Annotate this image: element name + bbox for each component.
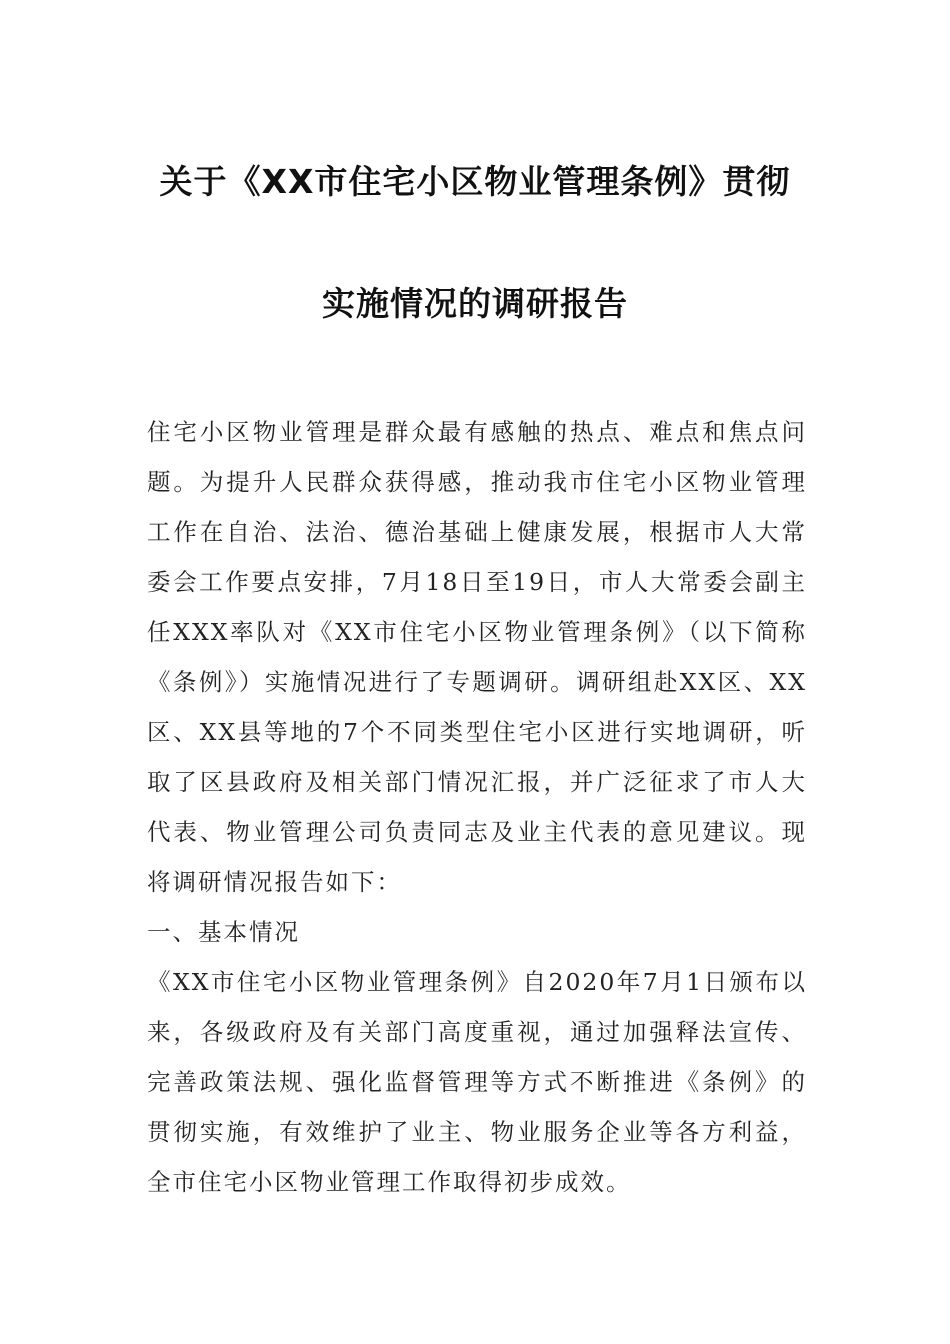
paragraph-line: 任XXX率队对《XX市住宅小区物业管理条例》（以下简称 [147, 618, 807, 646]
document-title-line-2: 实施情况的调研报告 [322, 284, 628, 323]
document-title-line-1: 关于《XX市住宅小区物业管理条例》贯彻 [159, 162, 791, 201]
paragraph-line: 全市住宅小区物业管理工作取得初步成效。 [147, 1168, 632, 1196]
paragraph-line: 委会工作要点安排，7月18日至19日，市人大常委会副主 [147, 568, 807, 596]
paragraph-line: 来，各级政府及有关部门高度重视，通过加强释法宣传、 [147, 1018, 807, 1046]
paragraph-line: 区、XX县等地的7个不同类型住宅小区进行实地调研，听 [147, 718, 807, 746]
paragraph-line: 工作在自治、法治、德治基础上健康发展，根据市人大常 [147, 518, 807, 546]
paragraph-line: 题。为提升人民群众获得感，推动我市住宅小区物业管理 [147, 468, 807, 496]
paragraph-line: 《条例》）实施情况进行了专题调研。调研组赴XX区、XX [147, 668, 807, 696]
paragraph-line: 将调研情况报告如下： [147, 868, 402, 896]
paragraph-line: 住宅小区物业管理是群众最有感触的热点、难点和焦点问 [147, 418, 807, 446]
paragraph-line: 取了区县政府及相关部门情况汇报，并广泛征求了市人大 [147, 768, 807, 796]
paragraph-line: 《XX市住宅小区物业管理条例》自2020年7月1日颁布以 [147, 968, 807, 996]
paragraph-line: 代表、物业管理公司负责同志及业主代表的意见建议。现 [147, 818, 807, 846]
paragraph-line: 完善政策法规、强化监督管理等方式不断推进《条例》的 [147, 1068, 807, 1096]
section-heading-basic-situation: 一、基本情况 [147, 918, 300, 946]
paragraph-line: 贯彻实施，有效维护了业主、物业服务企业等各方利益， [147, 1118, 807, 1146]
